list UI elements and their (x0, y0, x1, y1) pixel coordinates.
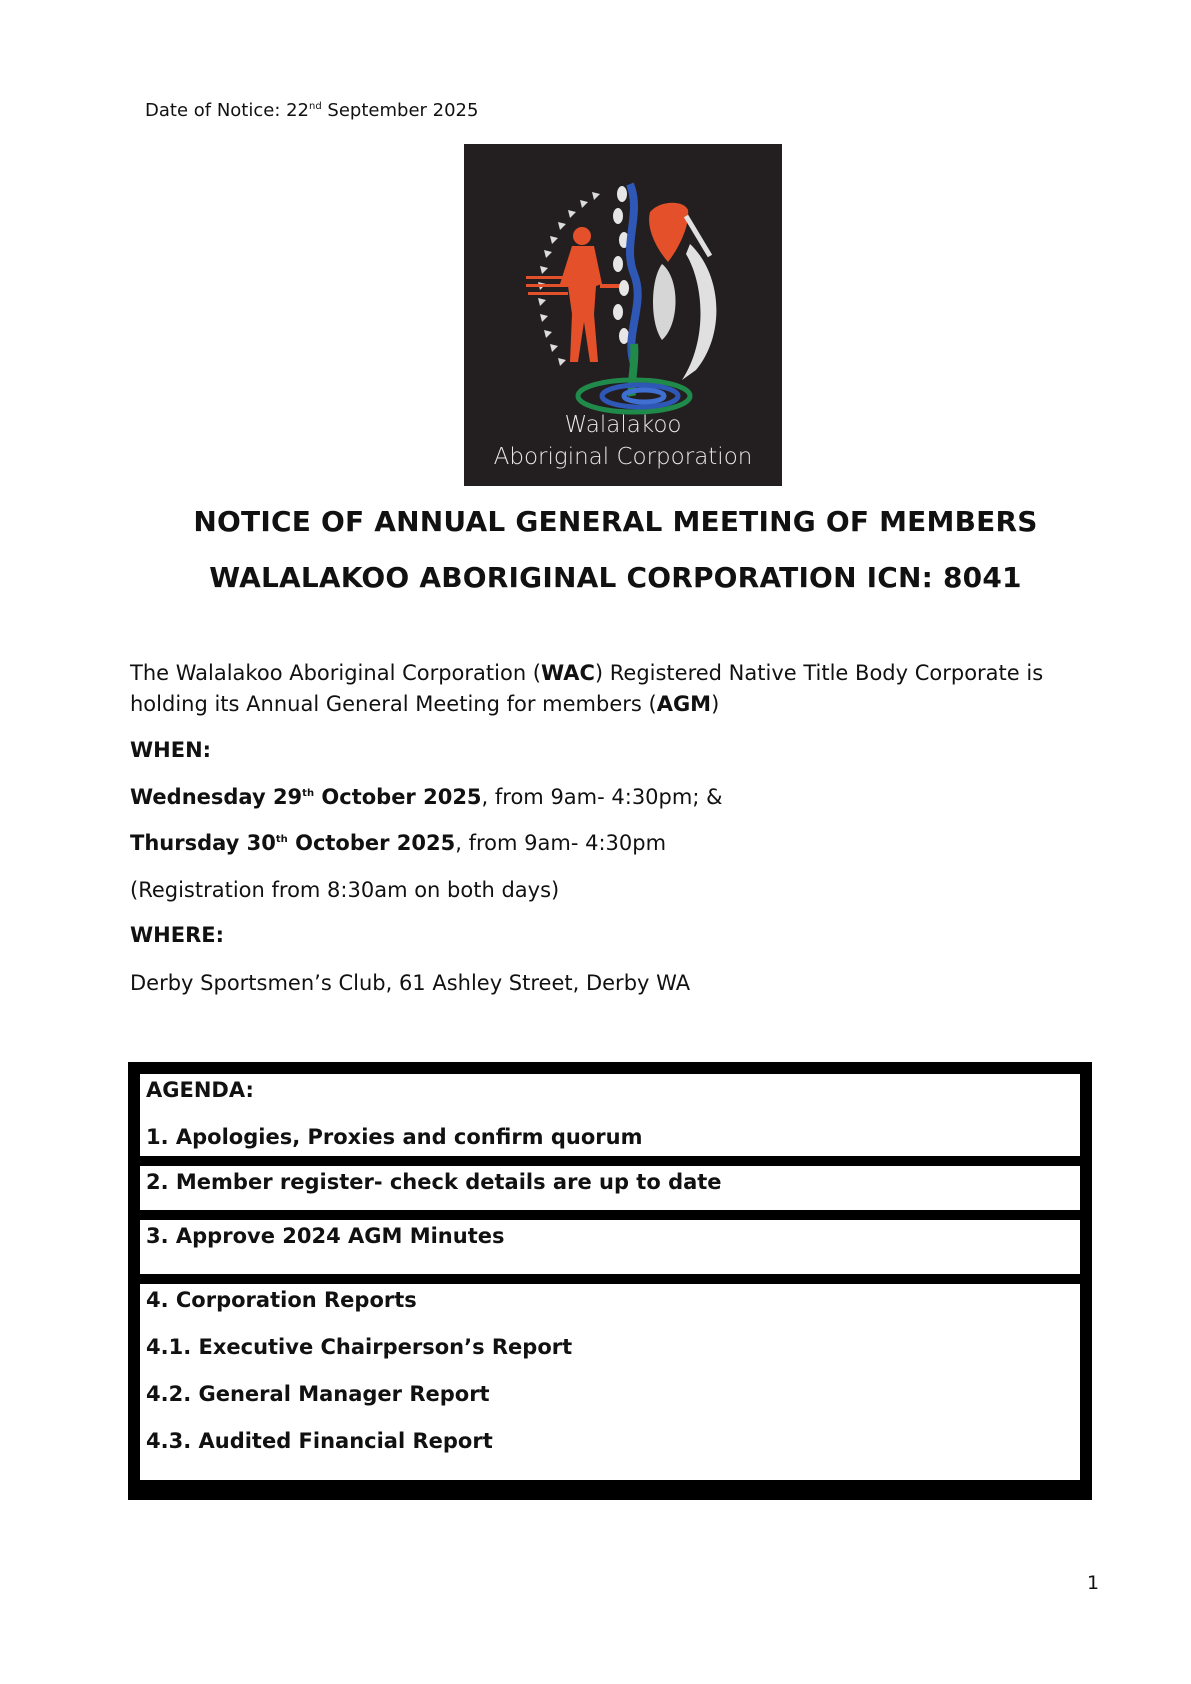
agenda-item-1: 1. Apologies, Proxies and confirm quorum (146, 1125, 643, 1149)
where-label: WHERE: (130, 923, 224, 947)
corporation-logo (464, 144, 782, 486)
agenda-heading: AGENDA: (146, 1078, 254, 1102)
meeting-day-2: Thursday 30th October 2025, from 9am- 4:30pm (130, 831, 667, 855)
venue: Derby Sportsmen’s Club, 61 Ashley Street, Derby WA (130, 971, 691, 995)
agenda-item-4-2: 4.2. General Manager Report (146, 1382, 490, 1406)
page-number: 1 (1087, 1572, 1100, 1594)
intro-paragraph: The Walalakoo Aboriginal Corporation (WAC) Registered Native Title Body Corporate is holding its Annual General Meeting for members (AGM) (130, 661, 1044, 716)
notice-date: Date of Notice: 22nd September 2025 (145, 100, 479, 121)
registration-note: (Registration from 8:30am on both days) (130, 878, 560, 902)
agenda-section-2 (140, 1166, 1080, 1210)
meeting-day-1: Wednesday 29th October 2025, from 9am- 4:30pm; & (130, 785, 723, 809)
agenda-item-4: 4. Corporation Reports (146, 1288, 417, 1312)
agenda-section-3 (140, 1220, 1080, 1274)
logo-name-line1: Walalakoo (564, 412, 682, 438)
agenda-section-4 (140, 1284, 1080, 1480)
when-label: WHEN: (130, 738, 212, 762)
notice-title: NOTICE OF ANNUAL GENERAL MEETING OF MEMBERS (193, 505, 1038, 538)
agenda-item-4-1: 4.1. Executive Chairperson’s Report (146, 1335, 573, 1359)
agenda-item-3: 3. Approve 2024 AGM Minutes (146, 1224, 505, 1248)
corporation-title: WALALAKOO ABORIGINAL CORPORATION ICN: 8041 (209, 561, 1022, 594)
agenda-item-4-3: 4.3. Audited Financial Report (146, 1429, 493, 1453)
agenda-item-2: 2. Member register- check details are up to date (146, 1170, 722, 1194)
agenda-box (128, 1062, 1092, 1500)
agenda-section-1 (140, 1074, 1080, 1156)
logo-name-line2: Aboriginal Corporation (493, 444, 753, 470)
